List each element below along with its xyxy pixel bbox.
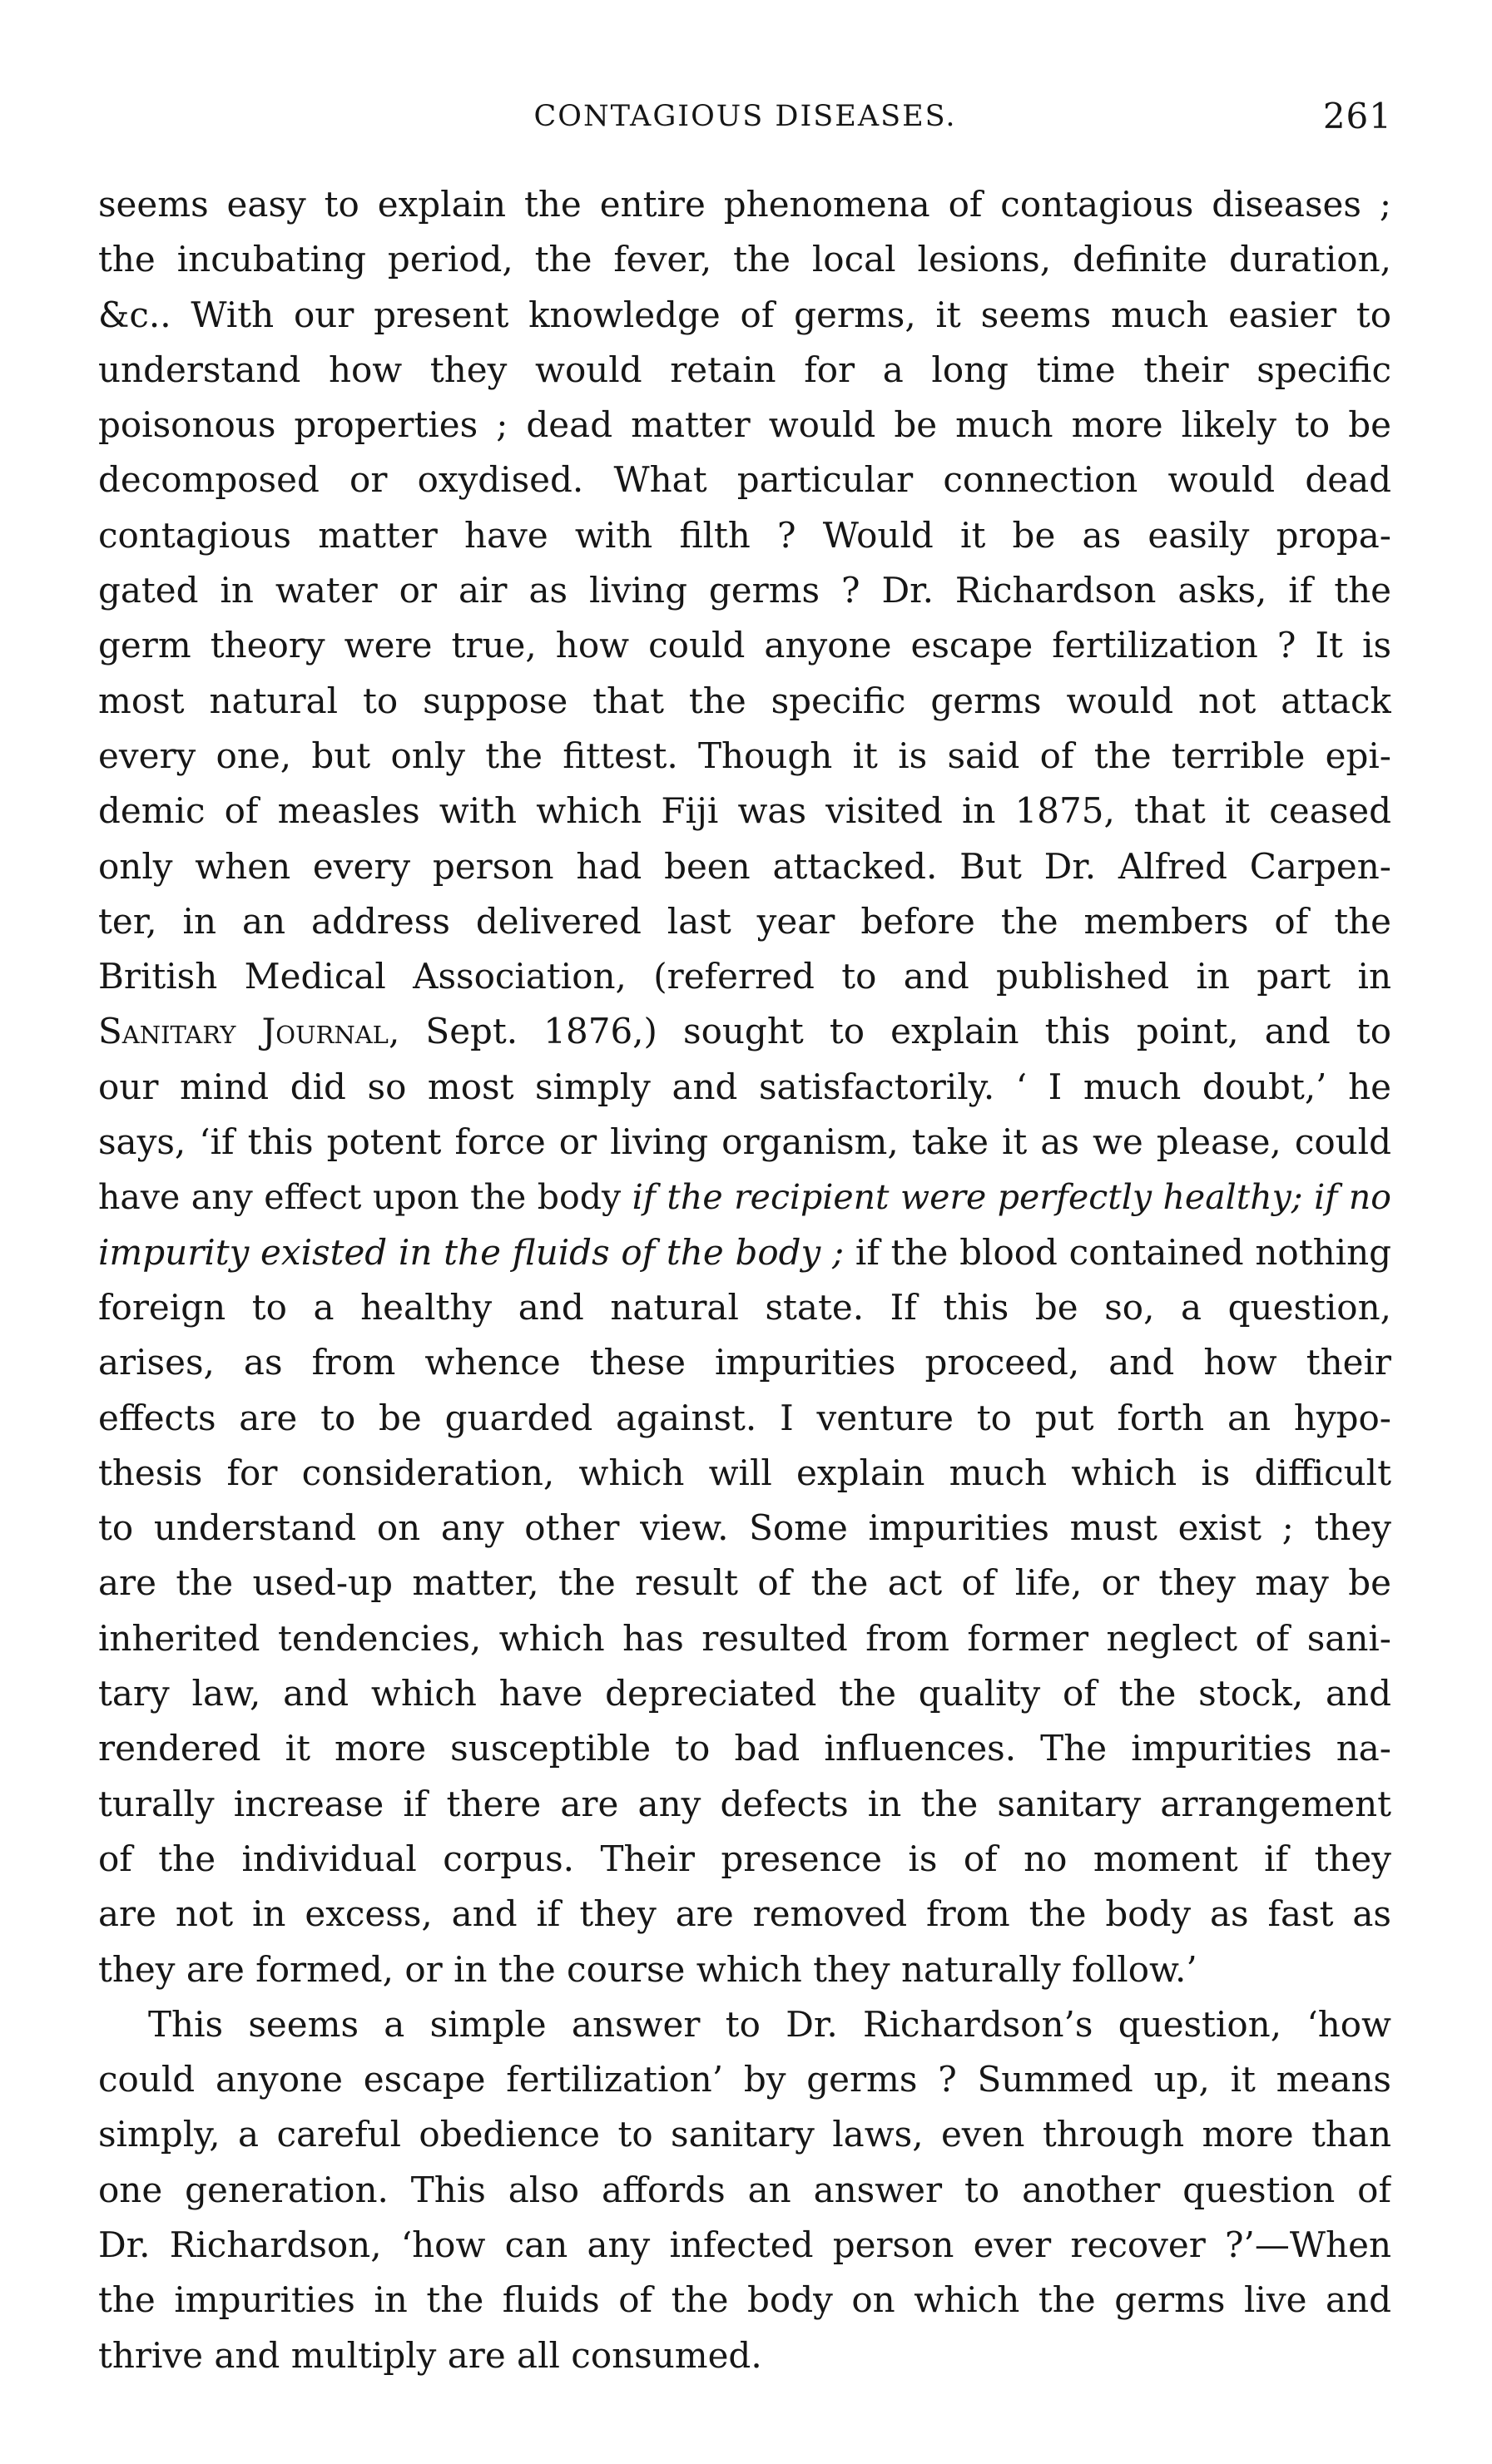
text-line: one generation. This also affords an answer to another question of xyxy=(98,2169,1391,2210)
text-line: Dr. Richardson, ‘how can any infected person ever recover ?’—When xyxy=(98,2224,1391,2265)
text-line: germ theory were true, how could anyone escape fertilization ? It is xyxy=(98,625,1391,666)
text-line-italic: impurity existed in the fluids of the body ; if the blood contained nothing xyxy=(98,1231,1391,1273)
text-line: are the used-up matter, the result of the act of life, or they may be xyxy=(98,1562,1391,1604)
text-line: the impurities in the fluids of the body on which the germs live and xyxy=(98,2279,1391,2321)
text-line: &c.. With our present knowledge of germs, it seems much easier to xyxy=(98,294,1391,335)
running-title: CONTAGIOUS DISEASES. xyxy=(533,100,957,133)
text-line: ter, in an address delivered last year before the members of the xyxy=(98,900,1391,942)
text-line: understand how they would retain for a long time their specific xyxy=(98,349,1391,390)
text-line: could anyone escape fertilization’ by germs ? Summed up, it means xyxy=(98,2059,1391,2100)
text-line: says, ‘if this potent force or living organism, take it as we please, could xyxy=(98,1121,1391,1163)
text-line: rendered it more susceptible to bad influences. The impurities na- xyxy=(98,1728,1391,1769)
text-line: to understand on any other view. Some impurities must exist ; they xyxy=(98,1507,1391,1549)
italic-emphasis: if the recipient were perfectly healthy; if no xyxy=(632,1177,1391,1218)
text-line: poisonous properties ; dead matter would be much more likely to be xyxy=(98,404,1391,446)
text-line: thesis for consideration, which will explain much which is difficult xyxy=(98,1452,1391,1493)
text-line: decomposed or oxydised. What particular connection would dead xyxy=(98,459,1391,501)
text-line: they are formed, or in the course which they naturally follow.’ xyxy=(98,1948,1197,1990)
page-number: 261 xyxy=(1322,96,1392,136)
text-line: British Medical Association, (referred to and published in part in xyxy=(98,956,1391,997)
text-line: only when every person had been attacked. But Dr. Alfred Carpen- xyxy=(98,845,1391,887)
text-line: effects are to be guarded against. I venture to put forth an hypo- xyxy=(98,1397,1391,1438)
text-line: turally increase if there are any defects in the sanitary arrangement xyxy=(98,1783,1391,1824)
text-line: demic of measles with which Fiji was visited in 1875, that it ceased xyxy=(98,790,1391,832)
text-line: arises, as from whence these impurities proceed, and how their xyxy=(98,1342,1391,1383)
italic-emphasis: impurity existed in the fluids of the body ; xyxy=(98,1231,845,1273)
text-line: most natural to suppose that the specific germs would not attack xyxy=(98,680,1391,721)
running-head xyxy=(98,92,1392,141)
text-line: are not in excess, and if they are removed from the body as fast as xyxy=(98,1893,1391,1935)
text-line-italic: have any effect upon the body if the recipient were perfectly healthy; if no xyxy=(98,1177,1391,1218)
text-line: every one, but only the fittest. Though it is said of the terrible epi- xyxy=(98,735,1391,776)
paragraph-1 xyxy=(98,177,1391,1997)
text-line: thrive and multiply are all consumed. xyxy=(98,2334,762,2376)
text-line: foreign to a healthy and natural state. If this be so, a question, xyxy=(98,1286,1391,1328)
body-text xyxy=(98,177,1391,2383)
text-line: seems easy to explain the entire phenomena of contagious diseases ; xyxy=(98,184,1391,225)
journal-name: Sanitary Journal xyxy=(98,1011,389,1052)
text-line: gated in water or air as living germs ? Dr. Richardson asks, if the xyxy=(98,570,1391,611)
text-line: simply, a careful obedience to sanitary laws, even through more than xyxy=(98,2114,1391,2155)
text-line: of the individual corpus. Their presence is of no moment if they xyxy=(98,1838,1391,1879)
text-line: inherited tendencies, which has resulted from former neglect of sani- xyxy=(98,1617,1391,1659)
paragraph-2 xyxy=(98,1997,1391,2383)
text-line: the incubating period, the fever, the local lesions, definite duration, xyxy=(98,239,1391,280)
text-line: tary law, and which have depreciated the quality of the stock, and xyxy=(98,1673,1391,1714)
text-line: our mind did so most simply and satisfactorily. ‘ I much doubt,’ he xyxy=(98,1066,1391,1107)
text-line: Sanitary Journal, Sept. 1876,) sought to explain this point, and to xyxy=(98,1011,1391,1052)
text-line: contagious matter have with filth ? Would it be as easily propa- xyxy=(98,514,1391,556)
text-line: This seems a simple answer to Dr. Richardson’s question, ‘how xyxy=(148,2003,1391,2045)
